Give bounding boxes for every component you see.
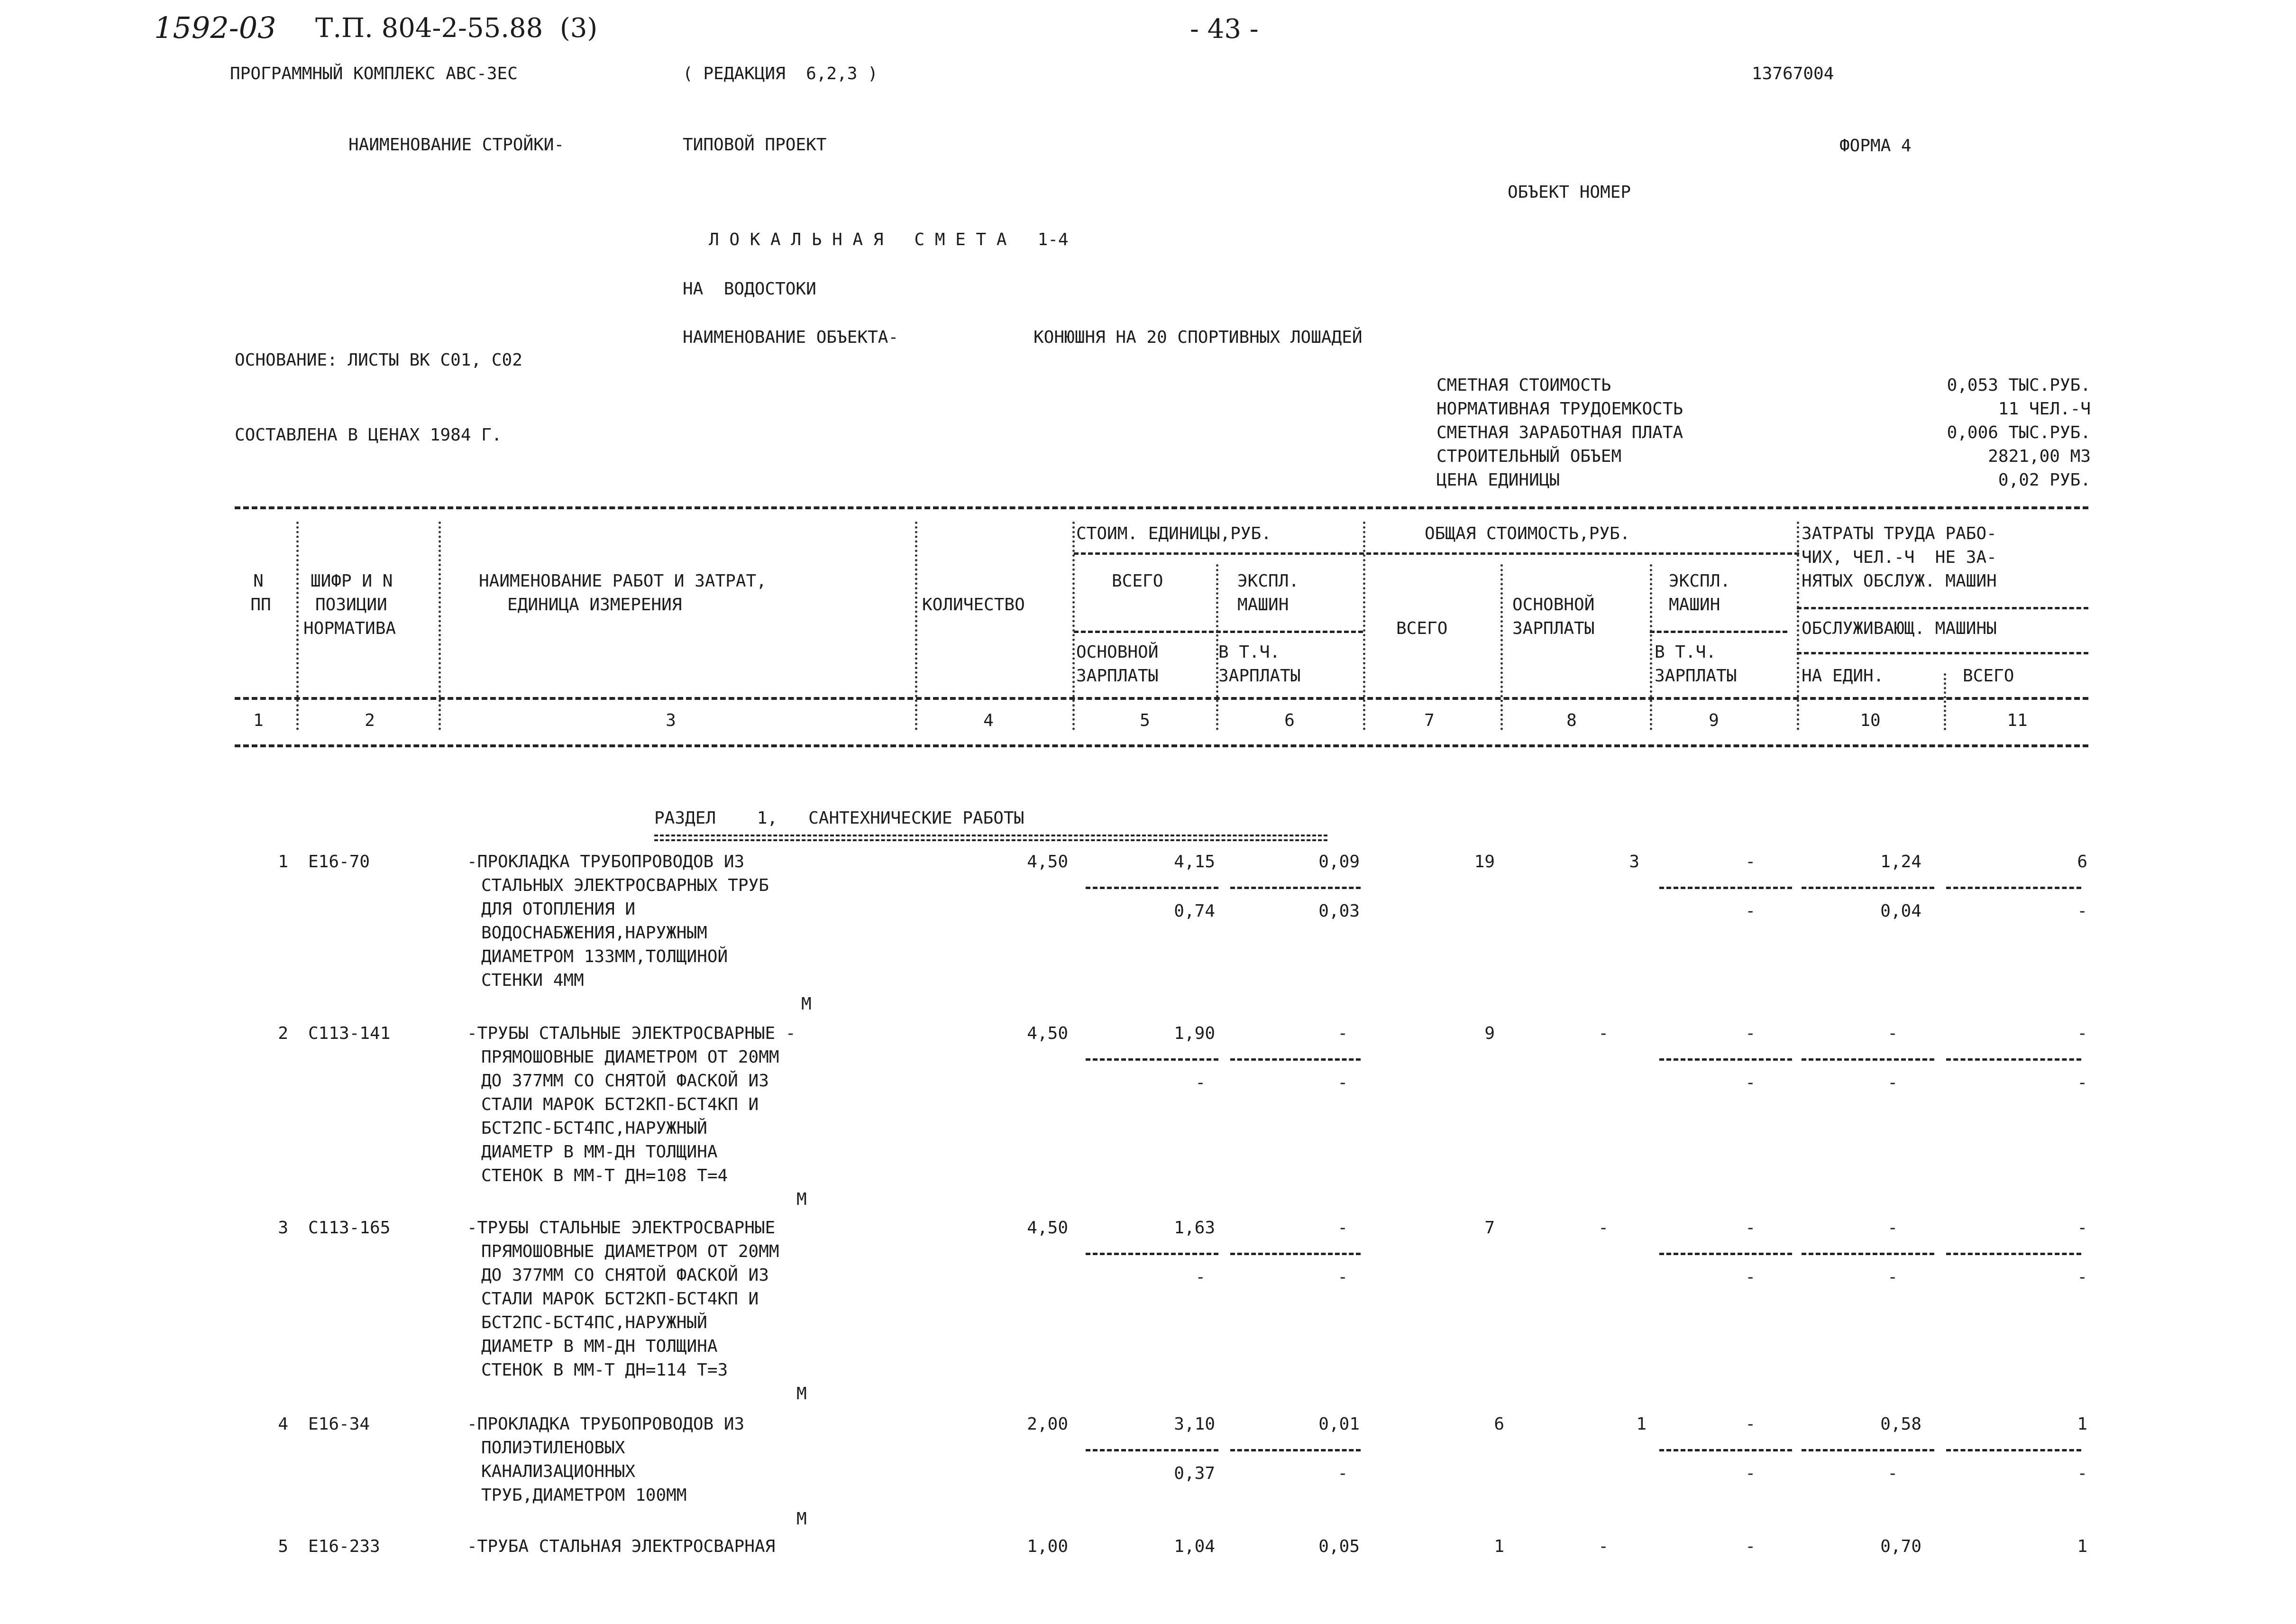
document-subtitle: НА ВОДОСТОКИ [683, 279, 816, 299]
header-unit-cost: СТОИМ. ЕДИНИЦЫ,РУБ. [1076, 524, 1271, 543]
row-overall-expl: - [1745, 1414, 1756, 1434]
row-desc-line: ДИАМЕТР В ММ-ДН ТОЛЩИНА [481, 1142, 718, 1162]
header-labor: ОБСЛУЖИВАЮЩ. МАШИНЫ [1802, 619, 1997, 638]
row-overall-expl: - [1745, 1024, 1756, 1043]
row-desc-line: СТЕНОК В ММ-Т ДН=114 Т=3 [481, 1360, 728, 1380]
row-desc-line: -ПРОКЛАДКА ТРУБОПРОВОДОВ ИЗ [467, 1414, 745, 1434]
row-labor-unit-b: 0,04 [1880, 901, 1921, 921]
row-overall-total: 19 [1474, 852, 1495, 872]
row-labor-unit: 1,24 [1880, 852, 1921, 872]
table-row [0, 1416, 2296, 1534]
row-quantity: 2,00 [1027, 1414, 1068, 1434]
header-work-name: НАИМЕНОВАНИЕ РАБОТ И ЗАТРАТ, [479, 571, 767, 591]
header-labor: ЗАТРАТЫ ТРУДА РАБО- [1802, 524, 1997, 543]
header-unit-basic: ЗАРПЛАТЫ [1076, 666, 1159, 686]
row-labor-unit: - [1887, 1024, 1898, 1043]
header-overall-incl: ЗАРПЛАТЫ [1655, 666, 1737, 686]
project-code: Т.П. 804-2-55.88 (3) [315, 13, 598, 44]
construction-label: НАИМЕНОВАНИЕ СТРОЙКИ- [348, 135, 565, 155]
header-unit-expl: ЭКСПЛ. [1237, 571, 1299, 591]
row-unit-basic: 0,74 [1174, 901, 1215, 921]
row-number: 1 [278, 852, 288, 872]
column-separators [0, 522, 2296, 730]
row-labor-total-b: - [2077, 1464, 2087, 1483]
row-quantity: 4,50 [1027, 852, 1068, 872]
handwritten-number: 1592-03 [154, 10, 276, 45]
header-labor: НЯТЫХ ОБСЛУЖ. МАШИН [1802, 571, 1997, 591]
row-unit-basic: - [1195, 1073, 1206, 1092]
row-desc-line: СТЕНОК В ММ-Т ДН=108 Т=4 [481, 1166, 728, 1185]
row-code: Е16-70 [308, 852, 370, 872]
row-desc-line: ПОЛИЭТИЛЕНОВЫХ [481, 1438, 625, 1458]
row-overall-incl: - [1745, 901, 1756, 921]
row-number: 4 [278, 1414, 288, 1434]
row-desc-line: КАНАЛИЗАЦИОННЫХ [481, 1462, 636, 1481]
row-desc-line: ВОДОСНАБЖЕНИЯ,НАРУЖНЫМ [481, 923, 707, 943]
row-desc-line: БСТ2ПС-БСТ4ПС,НАРУЖНЫЙ [481, 1119, 707, 1138]
section-title: РАЗДЕЛ 1, САНТЕХНИЧЕСКИЕ РАБОТЫ [654, 808, 1025, 828]
row-labor-unit-b: - [1887, 1464, 1898, 1483]
row-unit-expl: - [1337, 1218, 1348, 1238]
row-desc-line: ПРЯМОШОВНЫЕ ДИАМЕТРОМ ОТ 20ММ [481, 1047, 779, 1067]
row-unit-total: 1,04 [1174, 1537, 1215, 1556]
row-overall-basic: 1 [1636, 1414, 1647, 1434]
row-quantity: 4,50 [1027, 1024, 1068, 1043]
header-labor: ЧИХ, ЧЕЛ.-Ч НЕ ЗА- [1802, 548, 1997, 567]
row-labor-total: - [2077, 1218, 2087, 1238]
header-pp: ПП [250, 595, 271, 615]
page-number: - 43 - [1190, 14, 1259, 45]
header-overall-cost: ОБЩАЯ СТОИМОСТЬ,РУБ. [1425, 524, 1630, 543]
column-number: 3 [666, 711, 676, 730]
row-unit-expl: 0,09 [1318, 852, 1360, 872]
row-quantity: 1,00 [1027, 1537, 1068, 1556]
row-labor-total: 1 [2077, 1414, 2087, 1434]
header-quantity: КОЛИЧЕСТВО [922, 595, 1025, 615]
construction-value: ТИПОВОЙ ПРОЕКТ [683, 135, 827, 155]
row-labor-unit: 0,70 [1880, 1537, 1921, 1556]
row-unit-total: 1,90 [1174, 1024, 1215, 1043]
row-overall-incl: - [1745, 1073, 1756, 1092]
header-unit-incl: В Т.Ч. [1218, 642, 1281, 662]
row-unit-expl: 0,05 [1318, 1537, 1360, 1556]
row-unit: М [796, 1190, 807, 1209]
column-number: 1 [253, 711, 264, 730]
column-number: 4 [983, 711, 994, 730]
header-overall-basic: ЗАРПЛАТЫ [1512, 619, 1595, 638]
object-label: НАИМЕНОВАНИЕ ОБЪЕКТА- [683, 328, 899, 347]
row-labor-unit-b: - [1887, 1267, 1898, 1287]
summary-label: СМЕТНАЯ СТОИМОСТЬ [1436, 376, 1611, 395]
row-labor-total: 6 [2077, 852, 2087, 872]
form-label: ФОРМА 4 [1839, 136, 1912, 156]
row-unit-expl: 0,01 [1318, 1414, 1360, 1434]
row-overall-basic: - [1598, 1218, 1609, 1238]
row-desc-line: ДИАМЕТРОМ 133ММ,ТОЛЩИНОЙ [481, 947, 728, 966]
row-desc-line: ДО 377ММ СО СНЯТОЙ ФАСКОЙ ИЗ [481, 1266, 769, 1285]
object-value: КОНЮШНЯ НА 20 СПОРТИВНЫХ ЛОШАДЕЙ [1034, 328, 1363, 347]
row-unit-total: 3,10 [1174, 1414, 1215, 1434]
header-overall-expl: МАШИН [1669, 595, 1720, 615]
row-quantity: 4,50 [1027, 1218, 1068, 1238]
row-code: Е16-233 [308, 1537, 380, 1556]
row-overall-basic: - [1598, 1024, 1609, 1043]
column-number: 9 [1709, 711, 1719, 730]
row-overall-expl: - [1745, 1537, 1756, 1556]
header-overall-incl: В Т.Ч. [1655, 642, 1717, 662]
row-labor-unit: 0,58 [1880, 1414, 1921, 1434]
summary-value: 0,006 ТЫС.РУБ. [1947, 423, 2091, 442]
column-number: 6 [1284, 711, 1295, 730]
header-unit-incl: ЗАРПЛАТЫ [1218, 666, 1301, 686]
summary-label: НОРМАТИВНАЯ ТРУДОЕМКОСТЬ [1436, 399, 1683, 419]
row-unit: М [796, 1509, 807, 1529]
row-unit: М [801, 994, 812, 1014]
row-unit-basic: 0,37 [1174, 1464, 1215, 1483]
row-desc-line: ДО 377ММ СО СНЯТОЙ ФАСКОЙ ИЗ [481, 1071, 769, 1091]
column-number: 11 [2007, 711, 2028, 730]
table-row [0, 1025, 2296, 1215]
row-desc-line: -ТРУБЫ СТАЛЬНЫЕ ЭЛЕКТРОСВАРНЫЕ - [467, 1024, 796, 1043]
row-unit-incl: - [1337, 1267, 1348, 1287]
row-unit-incl: 0,03 [1318, 901, 1360, 921]
row-overall-incl: - [1745, 1267, 1756, 1287]
document-title: Л О К А Л Ь Н А Я С М Е Т А 1-4 [709, 230, 1069, 249]
row-desc-line: ДЛЯ ОТОПЛЕНИЯ И [481, 899, 636, 919]
basis: ОСНОВАНИЕ: ЛИСТЫ ВК С01, С02 [235, 350, 522, 370]
row-unit-incl: - [1337, 1073, 1348, 1092]
row-overall-incl: - [1745, 1464, 1756, 1483]
summary-value: 0,02 РУБ. [1998, 470, 2091, 490]
doc-code: 13767004 [1752, 64, 1834, 83]
row-desc-line: СТАЛЬНЫХ ЭЛЕКТРОСВАРНЫХ ТРУБ [481, 876, 769, 895]
row-overall-total: 7 [1484, 1218, 1495, 1238]
row-labor-unit-b: - [1887, 1073, 1898, 1092]
prices-basis: СОСТАВЛЕНА В ЦЕНАХ 1984 Г. [235, 425, 502, 445]
header-unit-expl: МАШИН [1237, 595, 1289, 615]
row-labor-total-b: - [2077, 901, 2087, 921]
row-overall-basic: 3 [1629, 852, 1639, 872]
header-overall-total: ВСЕГО [1396, 619, 1448, 638]
header-cipher: ШИФР И N [311, 571, 393, 591]
row-number: 3 [278, 1218, 288, 1238]
row-code: Е16-34 [308, 1414, 370, 1434]
row-desc-line: СТЕНКИ 4ММ [481, 971, 584, 990]
column-number: 8 [1566, 711, 1577, 730]
row-labor-total-b: - [2077, 1073, 2087, 1092]
summary-value: 0,053 ТЫС.РУБ. [1947, 376, 2091, 395]
row-unit-basic: - [1195, 1267, 1206, 1287]
row-labor-total: 1 [2077, 1537, 2087, 1556]
header-labor-total: ВСЕГО [1963, 666, 2014, 686]
row-overall-total: 1 [1494, 1537, 1504, 1556]
summary-label: СМЕТНАЯ ЗАРАБОТНАЯ ПЛАТА [1436, 423, 1683, 442]
row-desc-line: СТАЛИ МАРОК БСТ2КП-БСТ4КП И [481, 1095, 759, 1114]
row-overall-basic: - [1598, 1537, 1609, 1556]
object-number-label: ОБЪЕКТ НОМЕР [1508, 183, 1631, 202]
column-number: 10 [1860, 711, 1881, 730]
row-desc-line: -ТРУБЫ СТАЛЬНЫЕ ЭЛЕКТРОСВАРНЫЕ [467, 1218, 776, 1238]
header-overall-expl: ЭКСПЛ. [1669, 571, 1731, 591]
column-number: 7 [1424, 711, 1435, 730]
row-unit-total: 4,15 [1174, 852, 1215, 872]
row-unit-expl: - [1337, 1024, 1348, 1043]
table-row [0, 1538, 2296, 1567]
header-work-unit: ЕДИНИЦА ИЗМЕРЕНИЯ [507, 595, 682, 615]
header-cipher: НОРМАТИВА [303, 619, 396, 638]
summary-value: 2821,00 М3 [1988, 447, 2091, 466]
row-desc-line: ПРЯМОШОВНЫЕ ДИАМЕТРОМ ОТ 20ММ [481, 1242, 779, 1261]
header-per-unit: НА ЕДИН. [1802, 666, 1884, 686]
row-overall-total: 9 [1484, 1024, 1495, 1043]
row-desc-line: ТРУБ,ДИАМЕТРОМ 100ММ [481, 1486, 687, 1505]
row-desc-line: БСТ2ПС-БСТ4ПС,НАРУЖНЫЙ [481, 1313, 707, 1332]
row-desc-line: СТАЛИ МАРОК БСТ2КП-БСТ4КП И [481, 1289, 759, 1309]
row-labor-total-b: - [2077, 1267, 2087, 1287]
row-unit: М [796, 1384, 807, 1404]
row-overall-total: 6 [1494, 1414, 1504, 1434]
row-overall-expl: - [1745, 1218, 1756, 1238]
row-desc-line: ДИАМЕТР В ММ-ДН ТОЛЩИНА [481, 1337, 718, 1356]
header-n: N [253, 571, 264, 591]
row-unit-incl: - [1337, 1464, 1348, 1483]
row-desc-line: -ПРОКЛАДКА ТРУБОПРОВОДОВ ИЗ [467, 852, 745, 872]
column-numbers-rule [235, 744, 2088, 747]
column-number: 2 [365, 711, 375, 730]
row-overall-expl: - [1745, 852, 1756, 872]
edition: ( РЕДАКЦИЯ 6,2,3 ) [683, 64, 878, 83]
summary-label: СТРОИТЕЛЬНЫЙ ОБЪЕМ [1436, 447, 1622, 466]
row-labor-total: - [2077, 1024, 2087, 1043]
row-code: С113-141 [308, 1024, 391, 1043]
row-desc-line: -ТРУБА СТАЛЬНАЯ ЭЛЕКТРОСВАРНАЯ [467, 1537, 776, 1556]
summary-value: 11 ЧЕЛ.-Ч [1998, 399, 2091, 419]
column-number: 5 [1140, 711, 1150, 730]
header-unit-basic: ОСНОВНОЙ [1076, 642, 1159, 662]
header-cipher: ПОЗИЦИИ [315, 595, 387, 615]
header-unit-total: ВСЕГО [1112, 571, 1163, 591]
row-number: 5 [278, 1537, 288, 1556]
table-row [0, 1220, 2296, 1409]
table-row [0, 853, 2296, 1019]
section-underline [654, 835, 1327, 841]
program-name: ПРОГРАММНЫЙ КОМПЛЕКС АВС-3ЕС [230, 64, 518, 83]
summary-label: ЦЕНА ЕДИНИЦЫ [1436, 470, 1560, 490]
row-labor-unit: - [1887, 1218, 1898, 1238]
row-unit-total: 1,63 [1174, 1218, 1215, 1238]
header-overall-basic: ОСНОВНОЙ [1512, 595, 1595, 615]
row-code: С113-165 [308, 1218, 391, 1238]
row-number: 2 [278, 1024, 288, 1043]
